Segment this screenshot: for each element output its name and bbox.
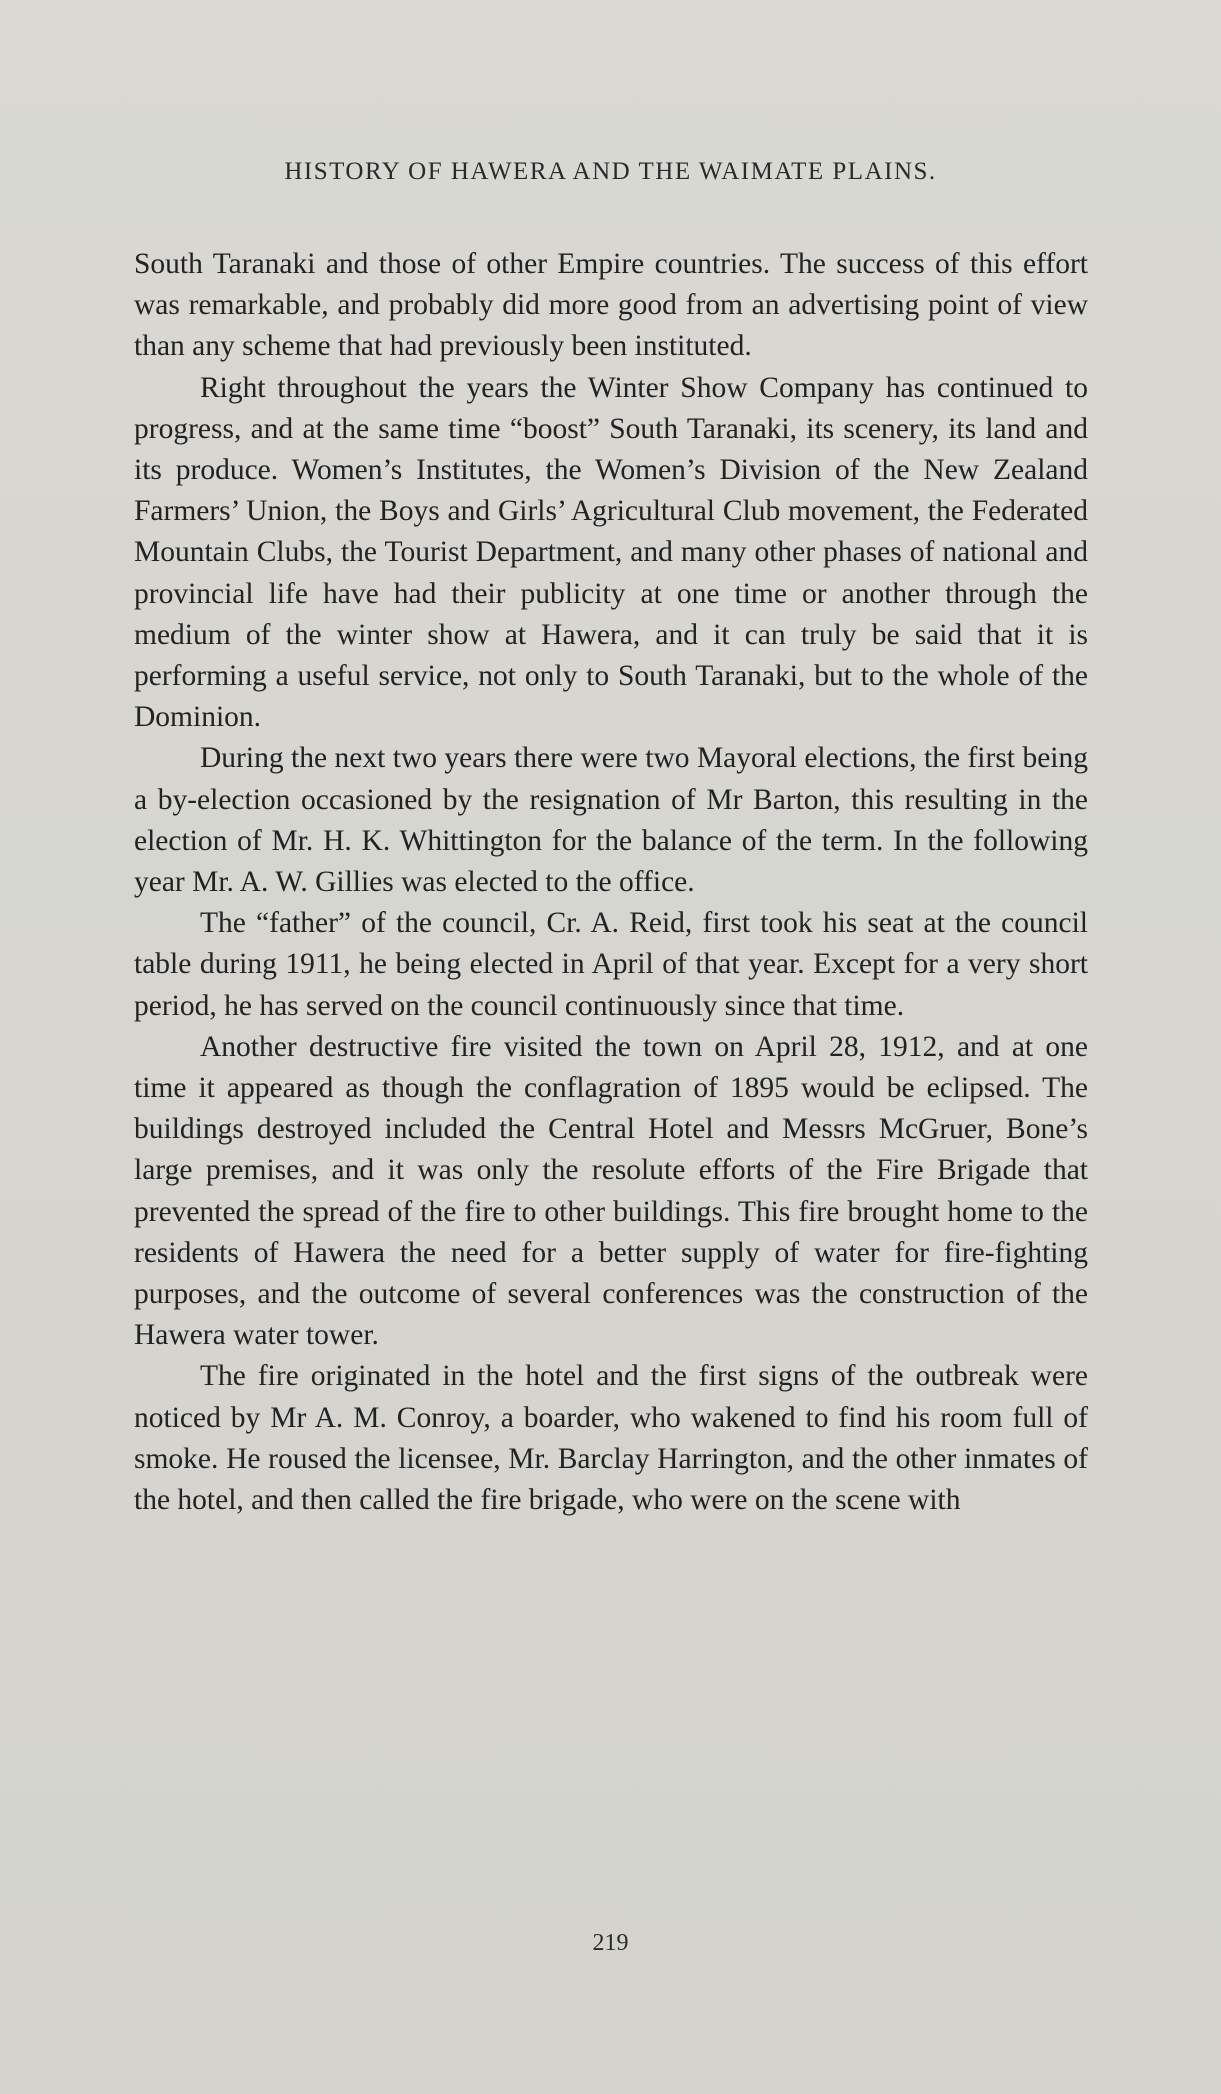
paragraph-mayoral-elections: During the next two years there were two Mayoral elections, the first being a by-election occasioned by the resignation of Mr Barton, this resulting in the election of Mr. H. K. Whittington for the balance of the term. In the following year Mr. A. W. Gillies was elected to the office. xyxy=(134,742,1088,899)
paragraph-fire-origin: The fire originated in the hotel and the first signs of the outbreak were noticed by Mr A. M. Conroy, a boarder, who wakened to find his room full of smoke. He roused the licensee, Mr. Barclay Harrington, and the other inmates of the hotel, and then called the fire brigade, who were on the scene with xyxy=(134,1360,1088,1517)
page-number: 219 xyxy=(592,1930,629,1956)
paragraph-destructive-fire: Another destructive fire visited the town on April 28, 1912, and at one time it appeared as though the conflagration of 1895 would be eclipsed. The buildings destroyed included the Central Hotel and Messrs McGruer, Bone’s large premises, and it was only the resolute efforts of the Fire Brigade that prevented the spread of the fire to other buildings. This fire brought home to the residents of Hawera the need for a better supply of water for fire-fighting purposes, and the outcome of several conferences was the construction of the Hawera water tower. xyxy=(134,1030,1088,1352)
paragraph-continued: South Taranaki and those of other Empire countries. The success of this effort was remarkable, and probably did more good from an advertising point of view than any scheme that had previously been instituted. xyxy=(134,248,1088,363)
running-head: HISTORY OF HAWERA AND THE WAIMATE PLAINS. xyxy=(284,158,937,185)
paragraph-winter-show: Right throughout the years the Winter Show Company has continued to progress, and at the same time “boost” South Taranaki, its scenery, its land and its produce. Women’s Institutes, the Women’s Division of the New Zealand Farmers’ Union, the Boys and Girls’ Agricultural Club movement, the Federated Mountain Clubs, the Tourist Department, and many other phases of national and provincial life have had their publicity at one time or another through the medium of the winter show at Hawera, and it can truly be said that it is performing a useful service, not only to South Taranaki, but to the whole of the Dominion. xyxy=(134,371,1088,734)
body-text xyxy=(134,244,1088,1521)
paragraph-council-father: The “father” of the council, Cr. A. Reid, first took his seat at the council table during 1911, he being elected in April of that year. Except for a very short period, he has served on the council continuously since that time. xyxy=(134,907,1088,1022)
